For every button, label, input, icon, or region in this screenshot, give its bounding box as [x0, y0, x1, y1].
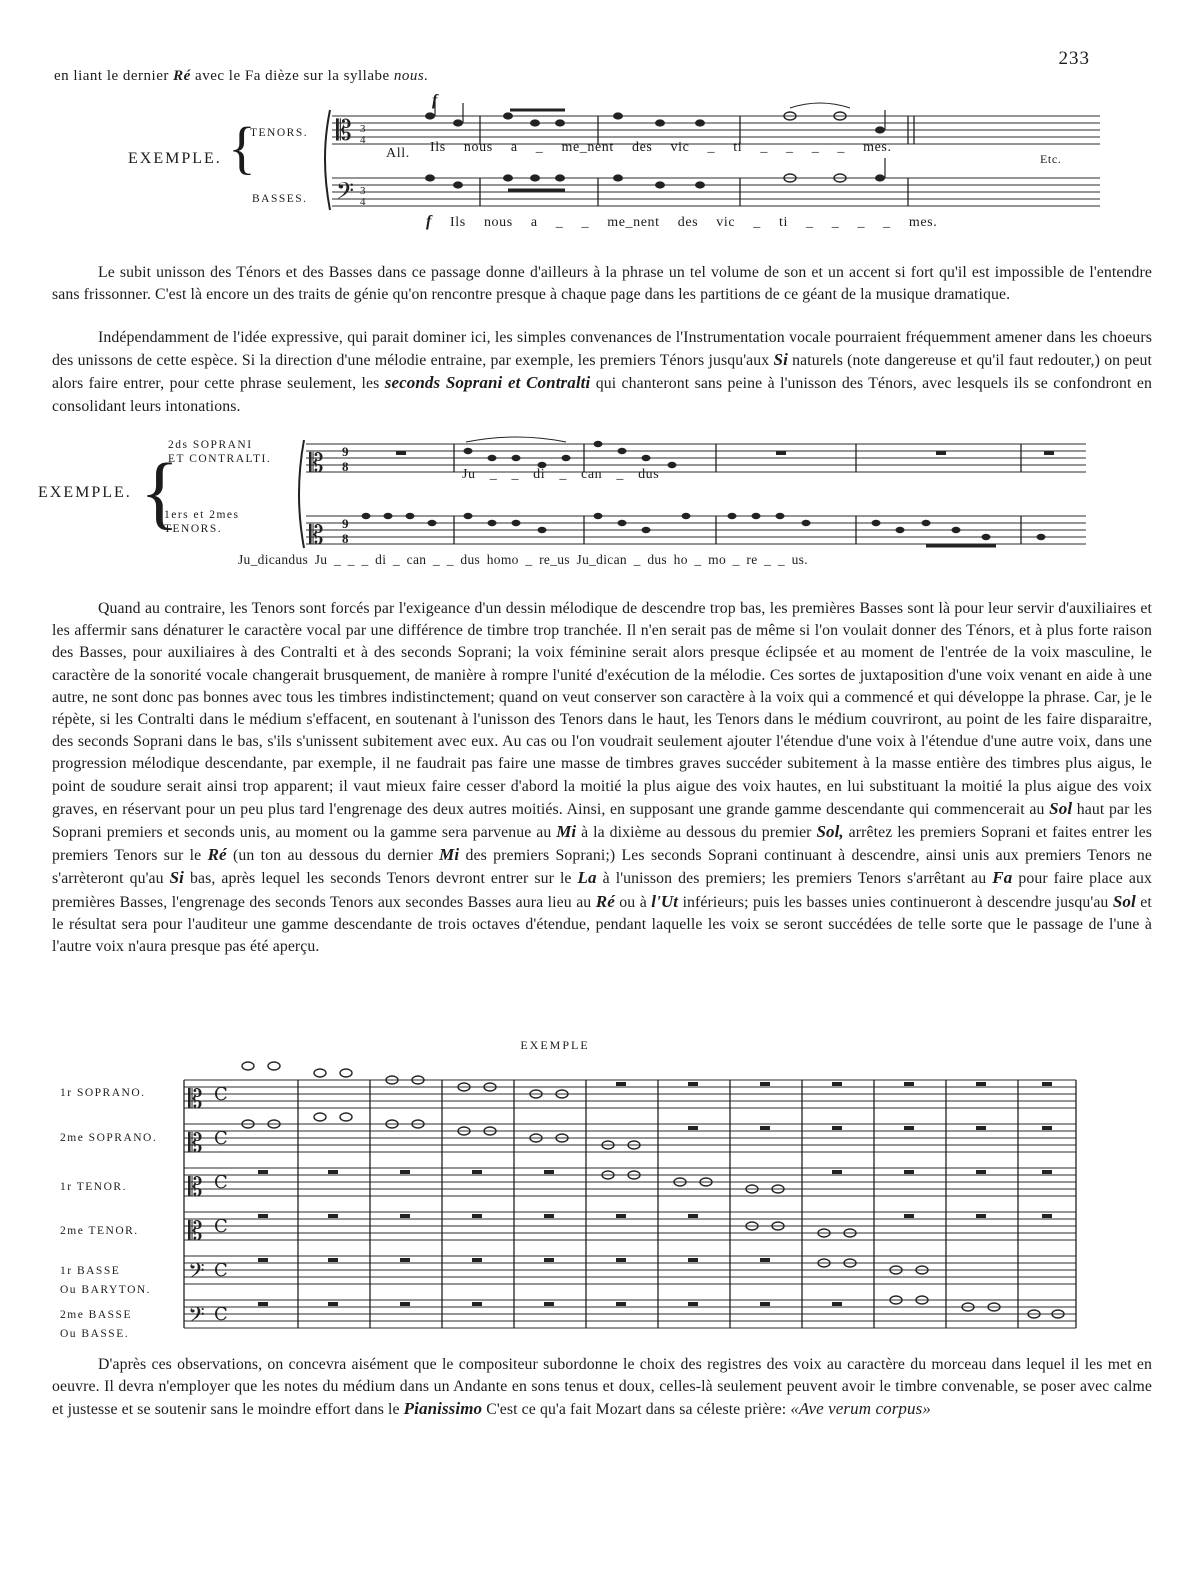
paragraph-3-note-sol-3: Sol: [1112, 891, 1136, 911]
svg-text:C: C: [214, 1260, 228, 1281]
example3-staff-5: [184, 1256, 1076, 1284]
example3-voice-5-line1: 1r BASSE: [60, 1265, 121, 1277]
example3-voice-6: [60, 1306, 132, 1344]
example3-voice-3: [60, 1180, 127, 1194]
example1-label: EXEMPLE.: [128, 150, 222, 167]
svg-text:𝄡: 𝄡: [188, 1173, 203, 1203]
example3-voice-6-line2: Ou BASSE.: [60, 1328, 130, 1340]
example3-voice-3-line1: 1r TENOR.: [60, 1181, 127, 1193]
example1-bass-lyrics: Ils nous a _ _ me_nent des vic _ ti _ _ _ _ mes.: [450, 215, 938, 230]
paragraph-4-term: Pianissimo: [403, 1399, 483, 1419]
example2-time-sig-upper-num: 9: [342, 444, 349, 459]
svg-text:𝄢: 𝄢: [336, 177, 355, 210]
svg-text:𝄡: 𝄡: [188, 1217, 203, 1247]
paragraph-4-part2: C'est ce qu'a fait Mozart dans sa céleste prière:: [486, 1401, 787, 1419]
example3-voice-5-line2: Ou BARYTON.: [60, 1284, 152, 1296]
svg-text:C: C: [214, 1216, 228, 1237]
paragraph-1: Le subit unisson des Ténors et des Basses dans ce passage donne d'ailleurs à la phrase un tel volume de son et un accent si fort qu'il est impossible de l'entendre sans frissonner. C'est là encore un des traits de génie qu'on rencontre presque à chaque page dans les partitions de ce géant de la musique dramatique.: [52, 264, 1152, 304]
example2-lower-voice-line1: 1ers et 2mes: [164, 509, 240, 521]
example2-lower-staff: [306, 516, 1086, 544]
page-number: 233: [1058, 48, 1090, 69]
example3-voice-4-line1: 2me TENOR.: [60, 1225, 139, 1237]
example2-lower-lyrics: Ju_dicandus Ju _ _ _ di _ can _ _ dus homo _ re_us Ju_dican _ dus ho _ mo _ re _ _ us.: [238, 552, 808, 567]
example2-brace: {: [140, 446, 180, 537]
svg-text:𝄡: 𝄡: [188, 1085, 203, 1115]
paragraph-3-note-mi-1: Mi: [556, 822, 577, 842]
example3-voice-5: [60, 1262, 151, 1300]
paragraph-3-note-si: Si: [169, 868, 185, 888]
example2-time-sig-lower-num: 9: [342, 516, 349, 531]
example3-voice-2-line1: 2me SOPRANO.: [60, 1132, 158, 1144]
paragraph-3-note-re-2: Ré: [595, 891, 615, 911]
paragraph-3-note-re-1: Ré: [207, 845, 227, 865]
paragraph-3-part9: pour faire place aux premières Basses, l'engrenage des seconds Tenors aux secondes Basses aura lieu au: [52, 870, 1153, 911]
example2-upper-lyrics: Ju _ _ di _ can _ dus: [462, 467, 660, 482]
paragraph-2-part1: Indépendamment de l'idée expressive, qui parait dominer ici, les simples convenances de l'Instrumentation vocale pourraient fréquemment amener dans les choeurs des unissons de cette espèce. Si la direction d'une mélodie entraine, par exemple, les premiers Ténors jusqu'aux: [52, 329, 1152, 370]
paragraph-3-part4: arrêtez les premiers Soprani et faites entrer les premiers Tenors sur le: [52, 824, 1152, 865]
paragraph-3-part10: ou à: [619, 893, 647, 911]
svg-text:𝄢: 𝄢: [188, 1259, 205, 1289]
example1-dynamic-bottom: f: [426, 213, 432, 230]
example2-upper-staff: [306, 444, 1086, 472]
example3-voice-4: [60, 1224, 139, 1238]
example2-lower-voice-line2: TENORS.: [164, 523, 223, 535]
example1-voice-tenors: TENORS.: [250, 127, 309, 139]
example2-time-sig-lower-den: 8: [342, 531, 349, 546]
paragraph-3-part3: à la dixième au dessous du premier: [581, 824, 812, 842]
example3-score: [178, 1050, 1082, 1340]
paragraph-3-part5: (un ton au dessous du dernier: [233, 847, 433, 865]
example3-barlines: [298, 1080, 1076, 1328]
example2-upper-voice-line1: 2ds SOPRANI: [168, 439, 253, 451]
intro-line: [54, 68, 694, 85]
example1-tempo: All.: [386, 146, 410, 161]
paragraph-4-part1: D'après ces observations, on concevra aisément que le compositeur subordonne le choix des registres des voix au caractère du morceau dans lequel il les met en oeuvre. Il devra n'employer que les notes du médium dans un Andante en sons tenus et doux, celles-là seulement peuvent avoir le timbre convenable, se poser avec calme et justesse et se soutenir sans le moindre effort dans le: [52, 1356, 1152, 1419]
paragraph-3-part11: inférieurs; puis les basses unies continueront à descendre jusqu'au: [682, 893, 1109, 911]
example3-staff-6: [184, 1300, 1076, 1328]
example3-staff-1: [184, 1080, 1076, 1108]
example2-label: EXEMPLE.: [38, 484, 132, 501]
paragraph-3: [52, 598, 1152, 958]
example3-voice-1: [60, 1086, 146, 1100]
paragraph-3-note-sol-1: Sol: [1049, 798, 1073, 818]
svg-text:𝄢: 𝄢: [188, 1303, 205, 1333]
example1-brace: {: [228, 115, 256, 180]
intro-text-before: en liant le dernier: [54, 68, 169, 84]
svg-text:4: 4: [360, 196, 366, 208]
paragraph-3-part6: des premiers Soprani;) Les seconds Soprani continuant à descendre, ainsi unis aux premiers Tenors ne s'arrèteront qu'au: [52, 847, 1152, 888]
paragraph-3-note-mi-2: Mi: [439, 845, 460, 865]
paragraph-2-part2: naturels (note dangereuse et qu'il faut redouter,) on peut alors faire entrer, pour cette phrase seulement, les: [52, 352, 1153, 393]
example1-bass-lyrics-block: [426, 213, 937, 231]
paragraph-3-part12: et le résultat sera pour l'auditeur une gamme descendante de trois octaves d'étendue, pendant laquelle les voix se seront succédées de telle sorte que le passage de l'une à l'autre voix n'aura presque pas été aperçu.: [52, 893, 1152, 956]
paragraph-3-note-fa: Fa: [992, 868, 1013, 888]
example1-tenor-lyrics: Ils nous a _ me_nent des vic _ ti _ _ _ _ mes.: [430, 140, 892, 155]
svg-text:𝄡: 𝄡: [309, 449, 324, 479]
example1-bass-staff: [332, 178, 1100, 206]
svg-text:3: 3: [360, 123, 366, 135]
example2-upper-voice: [168, 438, 271, 466]
example3-staff-4: [184, 1212, 1076, 1240]
svg-text:𝄡: 𝄡: [336, 114, 352, 147]
example1-dynamic-top: f: [432, 92, 438, 109]
example2-time-sig-upper-den: 8: [342, 459, 349, 474]
example3-voice-1-line1: 1r SOPRANO.: [60, 1087, 146, 1099]
paragraph-3-part2: haut par les Soprani premiers et seconds unis, au moment ou la gamme sera parvenue au: [52, 800, 1152, 842]
example3-voice-2: [60, 1131, 157, 1145]
paragraph-3-note-sol-2: Sol,: [816, 822, 844, 842]
svg-text:3: 3: [360, 185, 366, 197]
example3-voice-6-line1: 2me BASSE: [60, 1309, 132, 1321]
example1-continuation: Etc.: [1040, 152, 1062, 166]
intro-text-middle: avec le Fa dièze sur la syllabe: [195, 68, 390, 84]
example1-voice-basses: BASSES.: [252, 193, 308, 205]
paragraph-2: [52, 327, 1152, 418]
svg-text:4: 4: [360, 134, 366, 146]
svg-text:C: C: [214, 1304, 228, 1325]
intro-syllable: nous.: [393, 68, 429, 84]
paragraph-3-part8: à l'unisson des premiers; les premiers Tenors s'arrêtant au: [602, 870, 987, 888]
paragraph-3-note-la: La: [577, 868, 597, 888]
example2-upper-voice-line2: ET CONTRALTI.: [168, 453, 272, 465]
example2-lower-voice: [164, 508, 239, 536]
paragraph-3-part1: Quand au contraire, les Tenors sont forcés par l'exigeance d'un dessin mélodique de descendre trop bas, les premières Basses sont là pour leur servir d'auxiliaires et les affermir sans dénaturer le caractère vocal par une différence de timbre trop tranchée. Il n'en serait pas de même si l'on voulait donner des Ténors, et à plus forte raison des Basses, pour auxiliaires à des Contralti et à des seconds Soprani; la voix féminine serait alors presque éclipsée et au moment de l'entrée de la voix masculine, le caractère de la sonorité vocale changerait brusquement, de manière à rompre l'unité d'exécution de la mélodie. Ces sortes de juxtaposition d'une voix venant en aide à une autre, ne sont donc pas bonnes avec tous les timbres indistinctement; quand on veut conserver son caractère à la voix qui a commencé et qui développe la phrase. Car, je le répète, si les Contralti dans le médium s'effacent, en soutenant à l'unisson des Tenors dans le haut, les Tenors dans le médium couvriront, au point de les faire disparaitre, des seconds Soprani dans le bas, s'ils s'unissent subitement avec eux. Au cas ou l'on voudrait seulement ajouter l'étendue d'une voix à l'étendue d'une autre voix, dans une progression mélodique descendante, par exemple, il ne faudrait pas faire une masse de timbres graves succéder subitement à la masse entière des timbres plus aigus, le point de soudure serait ainsi trop apparent; il vaut mieux faire cesser d'abord la moitié la plus aigue des voix hautes, en lui substituant la moitié la plus aigue des voix graves, en réservant pour un peu plus tard l'engrenage des deux autres moitiés. Ainsi, en supposant une grande gamme descendante qui commencerait au: [52, 600, 1152, 818]
intro-note-re: Ré: [173, 68, 191, 84]
paragraph-3-note-ut: l'Ut: [651, 891, 679, 911]
paragraph-2-voices: seconds Soprani et Contralti: [384, 373, 591, 393]
svg-text:𝄡: 𝄡: [188, 1129, 203, 1159]
svg-text:C: C: [214, 1128, 228, 1149]
paragraph-2-part3: qui chanteront sans peine à l'unisson des Ténors, avec lesquels ils se confondront en consolidant leurs intonations.: [52, 375, 1153, 415]
svg-text:C: C: [214, 1084, 228, 1105]
paragraph-3-part7: bas, après lequel les seconds Tenors devront entrer sur le: [190, 870, 572, 888]
example3-title: EXEMPLE: [520, 1038, 590, 1052]
paragraph-4-title: «Ave verum corpus»: [790, 1399, 931, 1419]
paragraph-4: [52, 1354, 1152, 1422]
svg-text:𝄡: 𝄡: [309, 521, 324, 551]
paragraph-2-note-si: Si: [773, 350, 788, 370]
example2-score: [296, 430, 1096, 555]
svg-text:C: C: [214, 1172, 228, 1193]
